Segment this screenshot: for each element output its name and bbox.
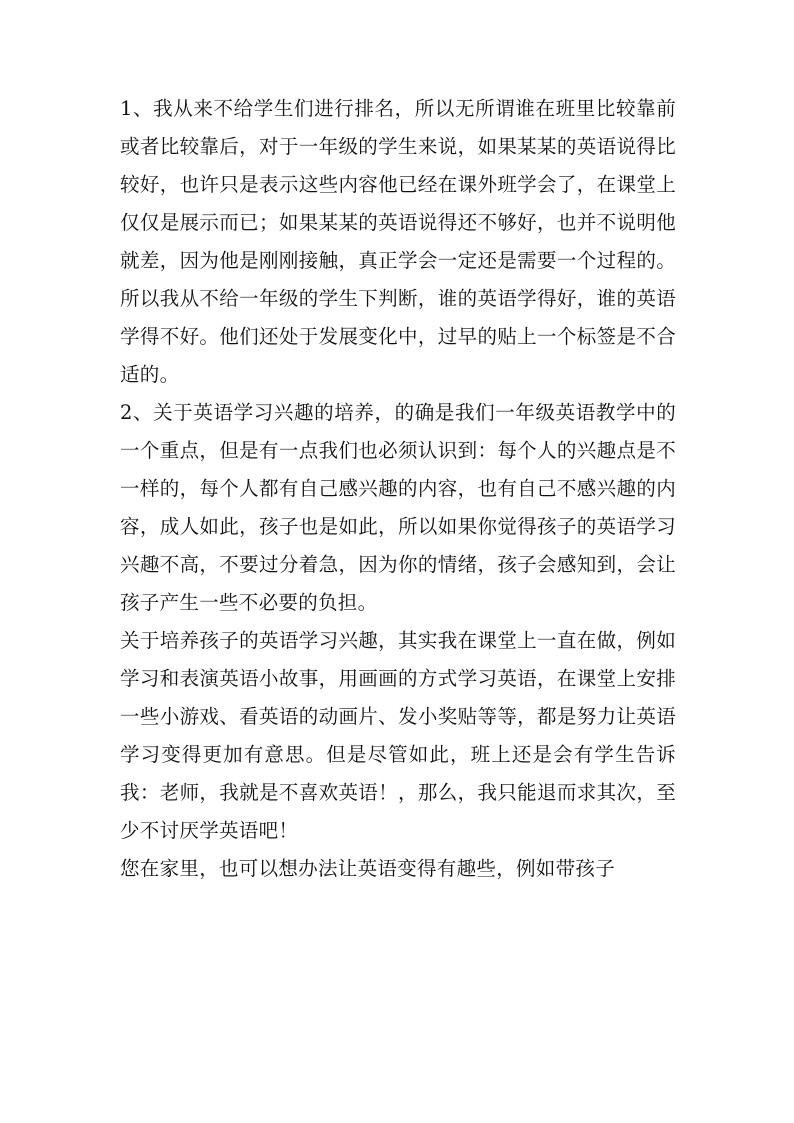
- paragraph-classroom: 关于培养孩子的英语学习兴趣，其实我在课堂上一直在做，例如学习和表演英语小故事，用画画的方式学习英语，在课堂上安排一些小游戏、看英语的动画片、发小奖贴等等，都是努力让英语学习变得更加有意思。但是尽管如此，班上还是会有学生告诉我：老师，我就是不喜欢英语！，那么，我只能退而求其次，至少不讨厌学英语吧！: [120, 629, 676, 842]
- paragraph-interest: 2、关于英语学习兴趣的培养，的确是我们一年级英语教学中的一个重点，但是有一点我们也必须认识到：每个人的兴趣点是不一样的，每个人都有自己感兴趣的内容，也有自己不感兴趣的内容，成人如此，孩子也是如此，所以如果你觉得孩子的英语学习兴趣不高，不要过分着急，因为你的情绪，孩子会感知到，会让孩子产生一些不必要的负担。: [120, 401, 676, 614]
- paragraph-ranking: 1、我从来不给学生们进行排名，所以无所谓谁在班里比较靠前或者比较靠后，对于一年级的学生来说，如果某某的英语说得比较好，也许只是表示这些内容他已经在课外班学会了，在课堂上仅仅是展示而已；如果某某的英语说得还不够好，也并不说明他就差，因为他是刚刚接触，真正学会一定还是需要一个过程的。所以我从不给一年级的学生下判断，谁的英语学得好，谁的英语学得不好。他们还处于发展变化中，过早的贴上一个标签是不合适的。: [120, 97, 676, 386]
- paragraph-home: 您在家里，也可以想办法让英语变得有趣些，例如带孩子: [120, 857, 616, 880]
- document-body: [120, 90, 676, 888]
